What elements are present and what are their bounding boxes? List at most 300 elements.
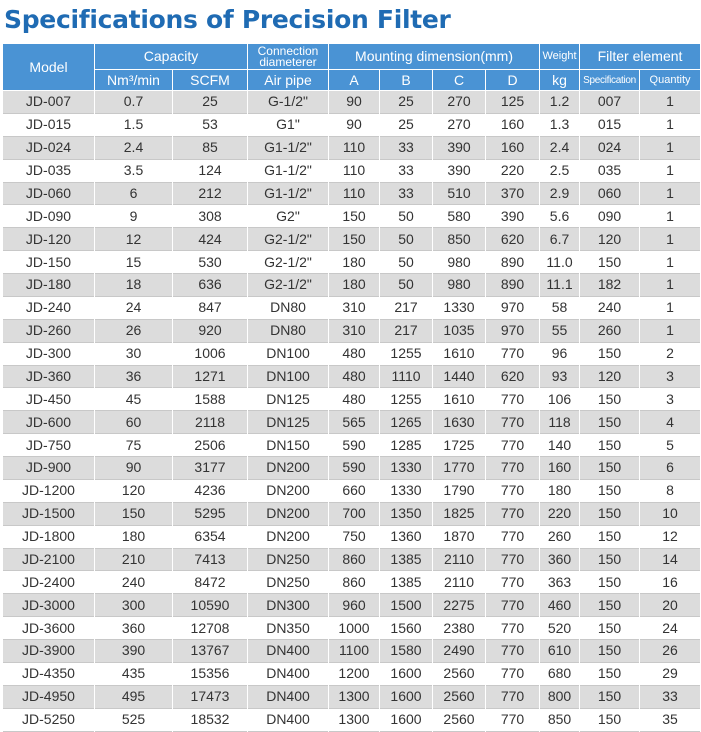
cell-dim-a: 310 [329,296,380,319]
cell-capacity-scfm: 530 [173,251,248,274]
cell-dim-d: 620 [486,228,540,251]
cell-model: JD-4950 [3,685,95,708]
cell-model: JD-5250 [3,708,95,731]
header-scfm: SCFM [173,70,248,91]
table-header [3,44,701,91]
cell-air-pipe: DN350 [248,617,329,640]
cell-filter-spec: 150 [580,594,640,617]
cell-filter-qty: 1 [640,296,701,319]
table-body [3,91,701,732]
cell-dim-c: 2560 [433,685,486,708]
table-row [3,411,701,434]
cell-capacity-nm3: 60 [95,411,173,434]
cell-model: JD-007 [3,91,95,114]
cell-capacity-nm3: 9 [95,205,173,228]
cell-capacity-scfm: 847 [173,296,248,319]
cell-dim-c: 270 [433,113,486,136]
table-row [3,571,701,594]
cell-filter-spec: 150 [580,548,640,571]
cell-dim-a: 660 [329,479,380,502]
cell-capacity-nm3: 30 [95,342,173,365]
cell-dim-a: 180 [329,274,380,297]
cell-model: JD-2400 [3,571,95,594]
cell-model: JD-024 [3,136,95,159]
cell-capacity-scfm: 5295 [173,502,248,525]
cell-capacity-nm3: 24 [95,296,173,319]
cell-weight-kg: 2.4 [540,136,580,159]
cell-dim-b: 1560 [380,617,433,640]
cell-weight-kg: 360 [540,548,580,571]
cell-model: JD-750 [3,434,95,457]
cell-model: JD-3000 [3,594,95,617]
cell-model: JD-015 [3,113,95,136]
cell-filter-spec: 060 [580,182,640,205]
cell-dim-d: 770 [486,525,540,548]
cell-dim-d: 890 [486,274,540,297]
cell-filter-spec: 260 [580,319,640,342]
cell-dim-d: 770 [486,640,540,663]
cell-capacity-nm3: 12 [95,228,173,251]
cell-weight-kg: 2.9 [540,182,580,205]
cell-capacity-nm3: 15 [95,251,173,274]
header-kg: kg [540,70,580,91]
cell-capacity-nm3: 120 [95,479,173,502]
cell-weight-kg: 106 [540,388,580,411]
header-weight: Weight [540,44,580,70]
cell-dim-a: 90 [329,91,380,114]
cell-capacity-nm3: 1.5 [95,113,173,136]
cell-capacity-scfm: 1006 [173,342,248,365]
table-row [3,594,701,617]
cell-dim-b: 50 [380,228,433,251]
cell-filter-qty: 1 [640,159,701,182]
cell-dim-b: 1385 [380,548,433,571]
cell-capacity-scfm: 7413 [173,548,248,571]
cell-dim-d: 770 [486,571,540,594]
cell-capacity-scfm: 424 [173,228,248,251]
table-row [3,548,701,571]
cell-weight-kg: 160 [540,457,580,480]
cell-model: JD-120 [3,228,95,251]
header-b: B [380,70,433,91]
cell-air-pipe: DN250 [248,548,329,571]
cell-weight-kg: 96 [540,342,580,365]
cell-filter-qty: 1 [640,91,701,114]
cell-capacity-scfm: 25 [173,91,248,114]
cell-filter-spec: 120 [580,228,640,251]
cell-dim-b: 33 [380,182,433,205]
cell-weight-kg: 680 [540,662,580,685]
cell-dim-a: 1300 [329,708,380,731]
cell-dim-c: 2560 [433,708,486,731]
cell-capacity-nm3: 36 [95,365,173,388]
cell-filter-spec: 007 [580,91,640,114]
cell-filter-qty: 1 [640,251,701,274]
cell-filter-spec: 150 [580,411,640,434]
cell-model: JD-260 [3,319,95,342]
cell-dim-a: 110 [329,182,380,205]
cell-weight-kg: 1.2 [540,91,580,114]
cell-capacity-nm3: 6 [95,182,173,205]
table-row [3,205,701,228]
cell-weight-kg: 2.5 [540,159,580,182]
cell-dim-c: 1725 [433,434,486,457]
table-row [3,113,701,136]
cell-dim-a: 150 [329,228,380,251]
cell-dim-c: 980 [433,251,486,274]
cell-capacity-nm3: 18 [95,274,173,297]
cell-air-pipe: DN400 [248,662,329,685]
cell-weight-kg: 6.7 [540,228,580,251]
cell-dim-c: 390 [433,136,486,159]
cell-dim-b: 50 [380,274,433,297]
table-row [3,91,701,114]
cell-capacity-scfm: 3177 [173,457,248,480]
cell-capacity-scfm: 85 [173,136,248,159]
cell-model: JD-180 [3,274,95,297]
cell-capacity-nm3: 390 [95,640,173,663]
cell-dim-c: 2380 [433,617,486,640]
cell-dim-c: 850 [433,228,486,251]
cell-dim-a: 180 [329,251,380,274]
cell-dim-a: 860 [329,571,380,594]
cell-dim-a: 110 [329,136,380,159]
cell-capacity-nm3: 360 [95,617,173,640]
cell-dim-b: 1350 [380,502,433,525]
cell-filter-spec: 150 [580,434,640,457]
cell-capacity-nm3: 90 [95,457,173,480]
cell-dim-d: 770 [486,685,540,708]
table-row [3,640,701,663]
cell-dim-b: 25 [380,91,433,114]
cell-filter-qty: 33 [640,685,701,708]
cell-capacity-nm3: 435 [95,662,173,685]
header-quantity: Quantity [640,70,701,91]
cell-model: JD-3900 [3,640,95,663]
cell-dim-a: 860 [329,548,380,571]
cell-capacity-scfm: 308 [173,205,248,228]
cell-capacity-nm3: 210 [95,548,173,571]
cell-weight-kg: 460 [540,594,580,617]
header-filter-element: Filter element [580,44,701,70]
cell-model: JD-1500 [3,502,95,525]
cell-air-pipe: G2-1/2" [248,228,329,251]
cell-filter-spec: 150 [580,617,640,640]
cell-model: JD-1200 [3,479,95,502]
cell-weight-kg: 5.6 [540,205,580,228]
cell-filter-spec: 150 [580,388,640,411]
cell-filter-spec: 150 [580,342,640,365]
cell-dim-a: 1000 [329,617,380,640]
cell-filter-qty: 1 [640,136,701,159]
cell-dim-c: 2560 [433,662,486,685]
cell-dim-b: 217 [380,319,433,342]
cell-dim-c: 1330 [433,296,486,319]
cell-air-pipe: DN200 [248,479,329,502]
cell-capacity-scfm: 13767 [173,640,248,663]
cell-filter-spec: 150 [580,662,640,685]
cell-air-pipe: DN200 [248,502,329,525]
cell-dim-d: 770 [486,548,540,571]
cell-dim-c: 1630 [433,411,486,434]
table-row [3,342,701,365]
cell-weight-kg: 180 [540,479,580,502]
cell-dim-b: 217 [380,296,433,319]
cell-dim-c: 1610 [433,388,486,411]
table-row [3,319,701,342]
cell-filter-spec: 150 [580,640,640,663]
cell-air-pipe: DN300 [248,594,329,617]
cell-weight-kg: 260 [540,525,580,548]
cell-dim-b: 1110 [380,365,433,388]
table-row [3,502,701,525]
cell-filter-qty: 3 [640,365,701,388]
cell-filter-spec: 150 [580,708,640,731]
cell-dim-a: 310 [329,319,380,342]
cell-filter-qty: 6 [640,457,701,480]
cell-dim-d: 770 [486,502,540,525]
cell-weight-kg: 1.3 [540,113,580,136]
cell-dim-b: 1600 [380,708,433,731]
cell-dim-c: 2490 [433,640,486,663]
cell-air-pipe: G1-1/2" [248,159,329,182]
header-air-pipe: Air pipe [248,70,329,91]
cell-filter-qty: 1 [640,274,701,297]
cell-model: JD-900 [3,457,95,480]
cell-capacity-nm3: 525 [95,708,173,731]
cell-filter-spec: 150 [580,571,640,594]
cell-dim-b: 1600 [380,662,433,685]
cell-air-pipe: DN400 [248,685,329,708]
specifications-table [2,43,701,732]
cell-dim-c: 390 [433,159,486,182]
cell-filter-spec: 024 [580,136,640,159]
cell-dim-a: 565 [329,411,380,434]
header-capacity: Capacity [95,44,248,70]
cell-air-pipe: DN100 [248,365,329,388]
cell-weight-kg: 11.1 [540,274,580,297]
table-row [3,662,701,685]
cell-dim-b: 25 [380,113,433,136]
cell-model: JD-1800 [3,525,95,548]
cell-capacity-scfm: 1271 [173,365,248,388]
table-row [3,708,701,731]
cell-dim-a: 1300 [329,685,380,708]
cell-dim-d: 770 [486,617,540,640]
cell-filter-spec: 182 [580,274,640,297]
cell-capacity-nm3: 3.5 [95,159,173,182]
header-connection: Connection diameterer [248,44,329,70]
cell-air-pipe: DN100 [248,342,329,365]
cell-dim-d: 160 [486,113,540,136]
table-row [3,365,701,388]
cell-capacity-scfm: 4236 [173,479,248,502]
cell-dim-d: 220 [486,159,540,182]
cell-model: JD-600 [3,411,95,434]
cell-filter-qty: 1 [640,113,701,136]
cell-air-pipe: DN125 [248,388,329,411]
cell-capacity-nm3: 75 [95,434,173,457]
cell-dim-d: 770 [486,479,540,502]
header-d: D [486,70,540,91]
cell-filter-spec: 150 [580,525,640,548]
cell-filter-qty: 1 [640,319,701,342]
table-row [3,159,701,182]
cell-filter-qty: 12 [640,525,701,548]
cell-dim-d: 620 [486,365,540,388]
cell-air-pipe: G1" [248,113,329,136]
cell-dim-a: 590 [329,457,380,480]
cell-dim-d: 160 [486,136,540,159]
cell-capacity-nm3: 240 [95,571,173,594]
table-row [3,457,701,480]
cell-air-pipe: DN200 [248,525,329,548]
cell-filter-spec: 240 [580,296,640,319]
cell-air-pipe: DN150 [248,434,329,457]
cell-model: JD-360 [3,365,95,388]
cell-dim-b: 1255 [380,342,433,365]
cell-weight-kg: 93 [540,365,580,388]
cell-air-pipe: G2-1/2" [248,251,329,274]
cell-air-pipe: DN400 [248,708,329,731]
cell-filter-spec: 150 [580,685,640,708]
cell-filter-qty: 14 [640,548,701,571]
cell-dim-c: 1770 [433,457,486,480]
cell-filter-spec: 120 [580,365,640,388]
cell-dim-d: 390 [486,205,540,228]
cell-dim-d: 125 [486,91,540,114]
table-row [3,228,701,251]
cell-model: JD-060 [3,182,95,205]
cell-capacity-scfm: 2506 [173,434,248,457]
cell-capacity-scfm: 2118 [173,411,248,434]
cell-capacity-scfm: 15356 [173,662,248,685]
cell-capacity-scfm: 6354 [173,525,248,548]
header-nm3-min: Nm³/min [95,70,173,91]
cell-model: JD-2100 [3,548,95,571]
cell-dim-d: 770 [486,434,540,457]
cell-capacity-scfm: 10590 [173,594,248,617]
cell-dim-d: 770 [486,594,540,617]
cell-capacity-scfm: 1588 [173,388,248,411]
header-specification: Specification [580,70,640,91]
cell-air-pipe: G-1/2" [248,91,329,114]
cell-weight-kg: 55 [540,319,580,342]
cell-air-pipe: DN80 [248,296,329,319]
cell-weight-kg: 11.0 [540,251,580,274]
cell-model: JD-150 [3,251,95,274]
cell-capacity-nm3: 2.4 [95,136,173,159]
cell-weight-kg: 220 [540,502,580,525]
cell-dim-d: 970 [486,296,540,319]
cell-weight-kg: 58 [540,296,580,319]
cell-filter-qty: 8 [640,479,701,502]
cell-filter-qty: 1 [640,205,701,228]
header-model: Model [3,44,95,91]
header-c: C [433,70,486,91]
cell-capacity-nm3: 26 [95,319,173,342]
cell-dim-a: 150 [329,205,380,228]
cell-dim-b: 1360 [380,525,433,548]
cell-model: JD-450 [3,388,95,411]
cell-filter-spec: 150 [580,479,640,502]
cell-air-pipe: DN80 [248,319,329,342]
cell-dim-b: 1500 [380,594,433,617]
cell-dim-c: 980 [433,274,486,297]
cell-dim-a: 480 [329,388,380,411]
cell-dim-c: 580 [433,205,486,228]
cell-filter-qty: 35 [640,708,701,731]
cell-capacity-nm3: 495 [95,685,173,708]
cell-model: JD-035 [3,159,95,182]
cell-capacity-scfm: 17473 [173,685,248,708]
cell-dim-d: 770 [486,708,540,731]
cell-filter-qty: 29 [640,662,701,685]
cell-weight-kg: 520 [540,617,580,640]
cell-dim-c: 1035 [433,319,486,342]
cell-dim-d: 770 [486,662,540,685]
cell-filter-spec: 150 [580,251,640,274]
cell-dim-b: 1255 [380,388,433,411]
cell-dim-b: 33 [380,159,433,182]
cell-dim-a: 480 [329,342,380,365]
cell-air-pipe: G1-1/2" [248,182,329,205]
cell-dim-d: 970 [486,319,540,342]
cell-air-pipe: DN250 [248,571,329,594]
table-row [3,182,701,205]
cell-filter-qty: 1 [640,182,701,205]
cell-capacity-scfm: 12708 [173,617,248,640]
cell-filter-qty: 16 [640,571,701,594]
cell-dim-b: 1580 [380,640,433,663]
cell-filter-qty: 26 [640,640,701,663]
cell-dim-a: 960 [329,594,380,617]
cell-filter-qty: 4 [640,411,701,434]
page-title: Specifications of Precision Filter [4,5,451,34]
table-row [3,274,701,297]
cell-model: JD-3600 [3,617,95,640]
cell-dim-a: 110 [329,159,380,182]
cell-dim-c: 1440 [433,365,486,388]
cell-dim-b: 1330 [380,479,433,502]
cell-capacity-nm3: 150 [95,502,173,525]
cell-capacity-nm3: 300 [95,594,173,617]
table-row [3,685,701,708]
cell-model: JD-090 [3,205,95,228]
cell-dim-a: 1100 [329,640,380,663]
cell-air-pipe: DN400 [248,640,329,663]
cell-dim-b: 33 [380,136,433,159]
cell-dim-a: 590 [329,434,380,457]
cell-weight-kg: 850 [540,708,580,731]
cell-capacity-nm3: 180 [95,525,173,548]
cell-air-pipe: G1-1/2" [248,136,329,159]
cell-dim-d: 770 [486,342,540,365]
cell-filter-qty: 1 [640,228,701,251]
cell-dim-c: 510 [433,182,486,205]
cell-capacity-scfm: 18532 [173,708,248,731]
cell-weight-kg: 118 [540,411,580,434]
cell-dim-a: 1200 [329,662,380,685]
cell-model: JD-240 [3,296,95,319]
cell-dim-b: 50 [380,251,433,274]
cell-capacity-scfm: 636 [173,274,248,297]
cell-filter-spec: 015 [580,113,640,136]
table-row [3,617,701,640]
cell-capacity-nm3: 45 [95,388,173,411]
cell-model: JD-4350 [3,662,95,685]
cell-dim-b: 1600 [380,685,433,708]
